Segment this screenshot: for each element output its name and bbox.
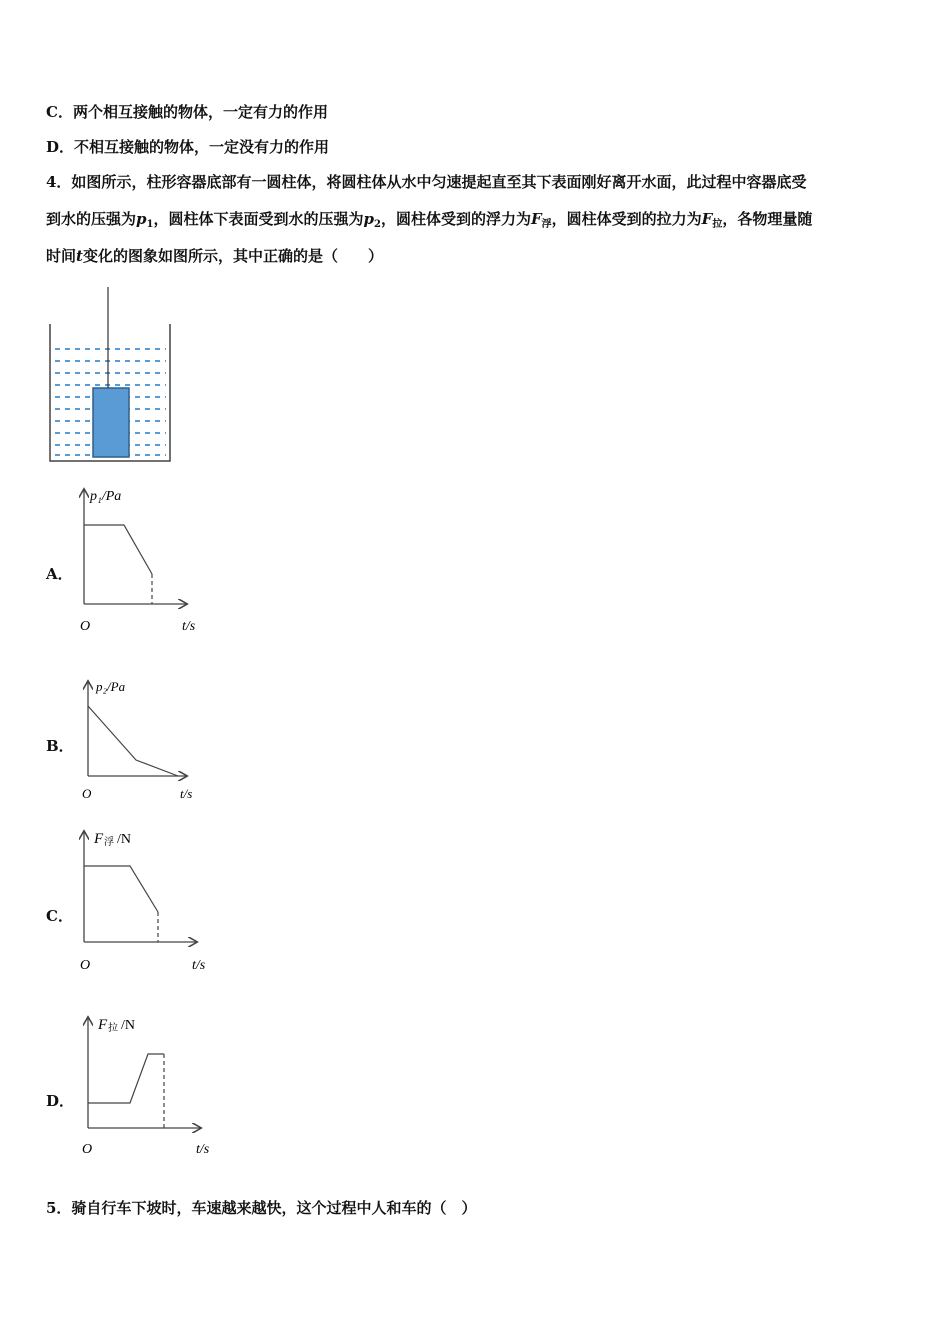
curve (84, 866, 158, 912)
option-c-label: C． (46, 907, 73, 925)
y-label-unit: /N (117, 832, 131, 847)
x-label: t/s (192, 958, 206, 973)
container-figure (44, 284, 179, 466)
option-d-label: D． (46, 1092, 75, 1110)
q4-line-2 (46, 208, 812, 230)
symbol-p: p (136, 210, 147, 228)
subscript-la: 拉 (712, 219, 723, 230)
origin-label: O (80, 958, 91, 973)
graph-c (70, 826, 220, 976)
q4-text: 变化的图象如图所示，其中正确的是（ ） (82, 247, 383, 265)
subscript-1: 1 (146, 219, 154, 230)
x-label: t/s (180, 786, 193, 801)
symbol-f: F (701, 210, 713, 228)
y-label-sub: 浮 (104, 837, 114, 848)
option-c-prev: C．两个相互接触的物体，一定有力的作用 (46, 103, 328, 121)
curve (84, 525, 152, 574)
graph-b (72, 676, 212, 806)
q4-line-3 (46, 245, 383, 266)
origin-label: O (80, 619, 91, 634)
y-label-unit: /N (121, 1018, 135, 1033)
symbol-t: t (76, 247, 83, 265)
graph-d (72, 1012, 222, 1160)
option-d-prev: D．不相互接触的物体，一定没有力的作用 (46, 138, 330, 156)
symbol-p: p (363, 210, 374, 228)
q5-text: 5．骑自行车下坡时，车速越来越快，这个过程中人和车的（ ） (46, 1199, 477, 1217)
x-label: t/s (196, 1142, 210, 1157)
q4-line-1: 4．如图所示，柱形容器底部有一圆柱体，将圆柱体从水中匀速提起直至其下表面刚好离开水面，此过程中容器底受 (46, 173, 807, 191)
x-label: t/s (182, 619, 196, 634)
curve (88, 706, 178, 776)
origin-label: O (82, 1142, 93, 1157)
y-label-f: F (98, 1017, 108, 1033)
q4-text: 到水的压强为 (46, 210, 137, 228)
graph-a (70, 484, 210, 636)
option-b-label: B． (46, 737, 74, 755)
q4-text: ，圆柱体受到的浮力为 (380, 210, 531, 228)
origin-label: O (82, 786, 92, 801)
q4-text: 时间 (46, 247, 77, 265)
y-label-sub: 拉 (108, 1023, 118, 1034)
option-a-label: A． (46, 565, 73, 583)
subscript-2: 2 (374, 219, 381, 230)
curve (88, 1054, 164, 1103)
cylinder (93, 388, 129, 457)
q4-text: ，圆柱体受到的拉力为 (551, 210, 702, 228)
subscript-fu: 浮 (541, 219, 552, 230)
symbol-f: F (530, 210, 542, 228)
q4-text: ，圆柱体下表面受到水的压强为 (153, 210, 364, 228)
y-label: p₁/Pa (90, 489, 122, 504)
q4-text: ，各物理量随 (722, 210, 813, 228)
y-label-f: F (94, 831, 104, 847)
y-label: p₂/Pa (96, 679, 126, 694)
